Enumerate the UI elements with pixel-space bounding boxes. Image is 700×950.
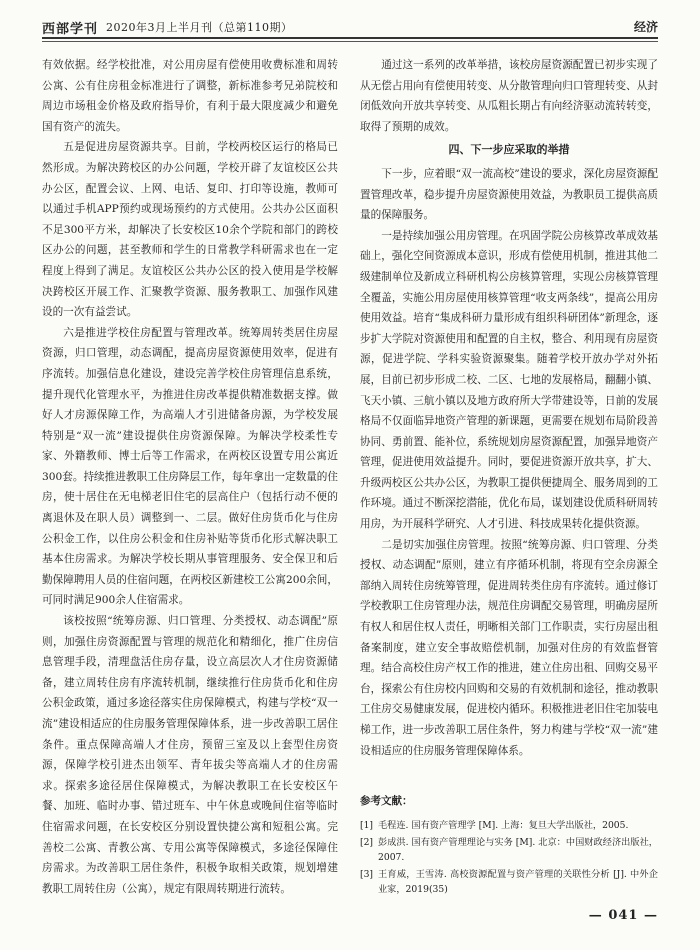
header-rule (42, 37, 658, 39)
reference-item (360, 818, 658, 833)
paragraph: 二是切实加强住房管理。按照“统筹房源、归口管理、分类授权、动态调配”原则，建立有序循环机制，将现有空余房源全部纳入周转住房统筹管理，促进周转类住房有序流转。通过修订学校教职工住房管理办法，规范住房调配交易管理，明确房屋所有权人和居住权人责任，明晰相关部门工作职责，实行房屋出租备案制度，建立安全事故赔偿机制，加强对住房的有效监督管理。结合高校住房产权工作的推进，建立住房出租、回购交易平台，探索公有住房校内回购和交易的有效机制和途径，推动教职工住房交易健康发展，促进校内循环。积极推进老旧住宅加装电梯工作，进一步改善职工居住条件，努力构建与学校“双一流”建设相适应的住房服务管理保障体系。 (360, 538, 658, 757)
paragraph: 一是持续加强公用房管理。在巩固学院公房核算改革成效基础上，强化空间资源成本意识，形成有偿使用机制，推进其他二级建制单位及新成立科研机构公房核算管理，实现公房核算管理全覆盖，实施公用房屋使用核算管理“收支两条线”，提高公用房使用效益。培育“集成科研力量形成有组织科研团体”新理念，逐步扩大学院对资源使用和配置的自主权，整合、利用现有房屋资源，促进学院、学科实验资源聚集。随着学校开放办学对外拓展，目前已初步形成二校、二区、七地的发展格局，翻翻小镇、飞天小镇、三航小镇以及地方政府所大学带建设等，日前的发展格局不仅面临异地资产管理的新课题，更需要在规划布局阶段善协同、勇前置、能补位，系统规划房屋资源配置，加强异地资产管理，促进使用效益提升。同时，要促进资源开放共享，扩大、升级两校区公共办公区，为教职工提供便捷周全、服务周到的工作环境。通过不断深挖潜能，优化布局，谋划建设优质科研周转用房，为开展科学研究、人才引进、科技成果转化提供资源。 (360, 229, 658, 531)
reference-item (360, 835, 658, 865)
reference-number: [2] (360, 836, 374, 848)
paragraph: 该校按照“统筹房源、归口管理、分类授权、动态调配”原则，加强住房资源配置与管理的规范化和精细化，推广住房信息管理手段，清理盘活住房存量，设立高层次人才住房资源储备，建立周转住房有序流转机制，继续推行住房货币化和住房公积金政策，通过多途径落实住房保障模式，构建与学校“双一流”建设相适应的住房服务管理保障体系，进一步改善职工居住条件。重点保障高端人才住房，预留三室及以上套型住房资源，保障学校引进杰出领军、青年拔尖等高端人才的住房需求。探索多途径居住保障模式，为解决教职工在长安校区午餐、加班、临时办事、错过班车、中午休息或晚间住宿等临时住宿需求问题，在长安校区分别设置快捷公寓和短租公寓。完善校二公寓、青教公寓、专用公寓等保障模式，多途径保障住房需求。为改善职工居住条件，积极争取相关政策，规划增建教职工周转住房（公寓），规定有限周转期进行流转。 (42, 615, 338, 895)
section-heading: 四、下一步应采取的举措 (448, 143, 570, 157)
header-rule-thin (42, 41, 658, 42)
section-label: 经济 (633, 20, 658, 34)
paragraph: 五是促进房屋资源共享。目前，学校两校区运行的格局已然形成。为解决跨校区的办公问题，学校开辟了友谊校区公共办公区，配置会议、上网、电话、复印、打印等设施，教师可以通过手机APP预约或现场预约的方式使用。公共办公区面积不足300平方米，却解决了长安校区10余个学院和部门的跨校区办公的问题，甚至教师和学生的日常教学科研需求也在一定程度上得到了满足。友谊校区公共办公区的投入使用是学校解决跨校区开展工作、汇聚教学资源、服务教职工、加强作风建设的一次有益尝试。 (42, 141, 338, 319)
reference-number: [3] (360, 868, 374, 880)
left-column (42, 55, 338, 899)
right-column (360, 55, 658, 899)
reference-text: 毛程连. 国有资产管理学 [M]. 上海：复旦大学出版社，2005. (378, 819, 629, 831)
reference-text: 王育威，王雪涛. 高校资源配置与资产管理的关联性分析 [J]. 中外企业家，2019(35) (378, 868, 658, 895)
issue-info: 2020年3月上半月刊（总第110期） (106, 21, 293, 34)
reference-text: 彭成洪. 国有资产管理理论与实务 [M]. 北京：中国财政经济出版社，2007. (378, 836, 658, 863)
page-header (42, 10, 658, 38)
paragraph: 通过这一系列的改革举措，该校房屋资源配置已初步实现了从无偿占用向有偿使用转变、从分散管理向归口管理转变、从封闭低效向开放共享转变、从瓜粗长期占有向经济驱动流转转变，取得了预期的成效。 (360, 59, 658, 133)
journal-logo: 西部学刊 (42, 22, 99, 37)
page-number: — 041 — (588, 908, 658, 923)
references (360, 791, 658, 897)
paragraph: 有效依据。经学校批准，对公用房屋有偿使用收费标准和周转公寓、公有住房租金标准进行了调整，新标准参考兄弟院校和周边市场租金价格及政府指导价，有利于最大限度减少和避免国有资产的流失。 (42, 59, 338, 133)
references-title: 参考文献： (360, 795, 413, 808)
paragraph: 下一步，应着眼“双一流高校”建设的要求，深化房屋资源配置管理改革，稳步提升房屋资源使用效益，为教职员工提供高质量的保障服务。 (360, 167, 658, 222)
reference-number: [1] (360, 819, 374, 831)
reference-item (360, 867, 658, 897)
paragraph: 六是推进学校住房配置与管理改革。统筹周转类居住房屋资源，归口管理，动态调配，提高房屋资源使用效率，促进有序流转。加强信息化建设，建设完善学校住房管理信息系统，提升现代化管理水平，为推进住房改革提供精准数据支撑。做好人才房源保障工作，为高端人才引进储备房源，为学校发展特别是“双一流”建设提供住房资源保障。为解决学校柔性专家、外籍教师、博士后等工作需求，在两校区设置专用公寓近300套。持续推进教职工住房降层工作，每年拿出一定数量的住房，使十居住在无电梯老旧住宅的层高住户（包括行动不便的离退休及在职人员）调整到一、二层。做好住房货币化与住房公积金工作，以住房公积金和住房补贴等货币化形式解决职工基本住房需求。为解决学校长期从事管理服务、安全保卫和后勤保障聘用人员的住宿问题，在两校区新建校工公寓200余间，可同时满足900余人住宿需求。 (42, 326, 338, 607)
